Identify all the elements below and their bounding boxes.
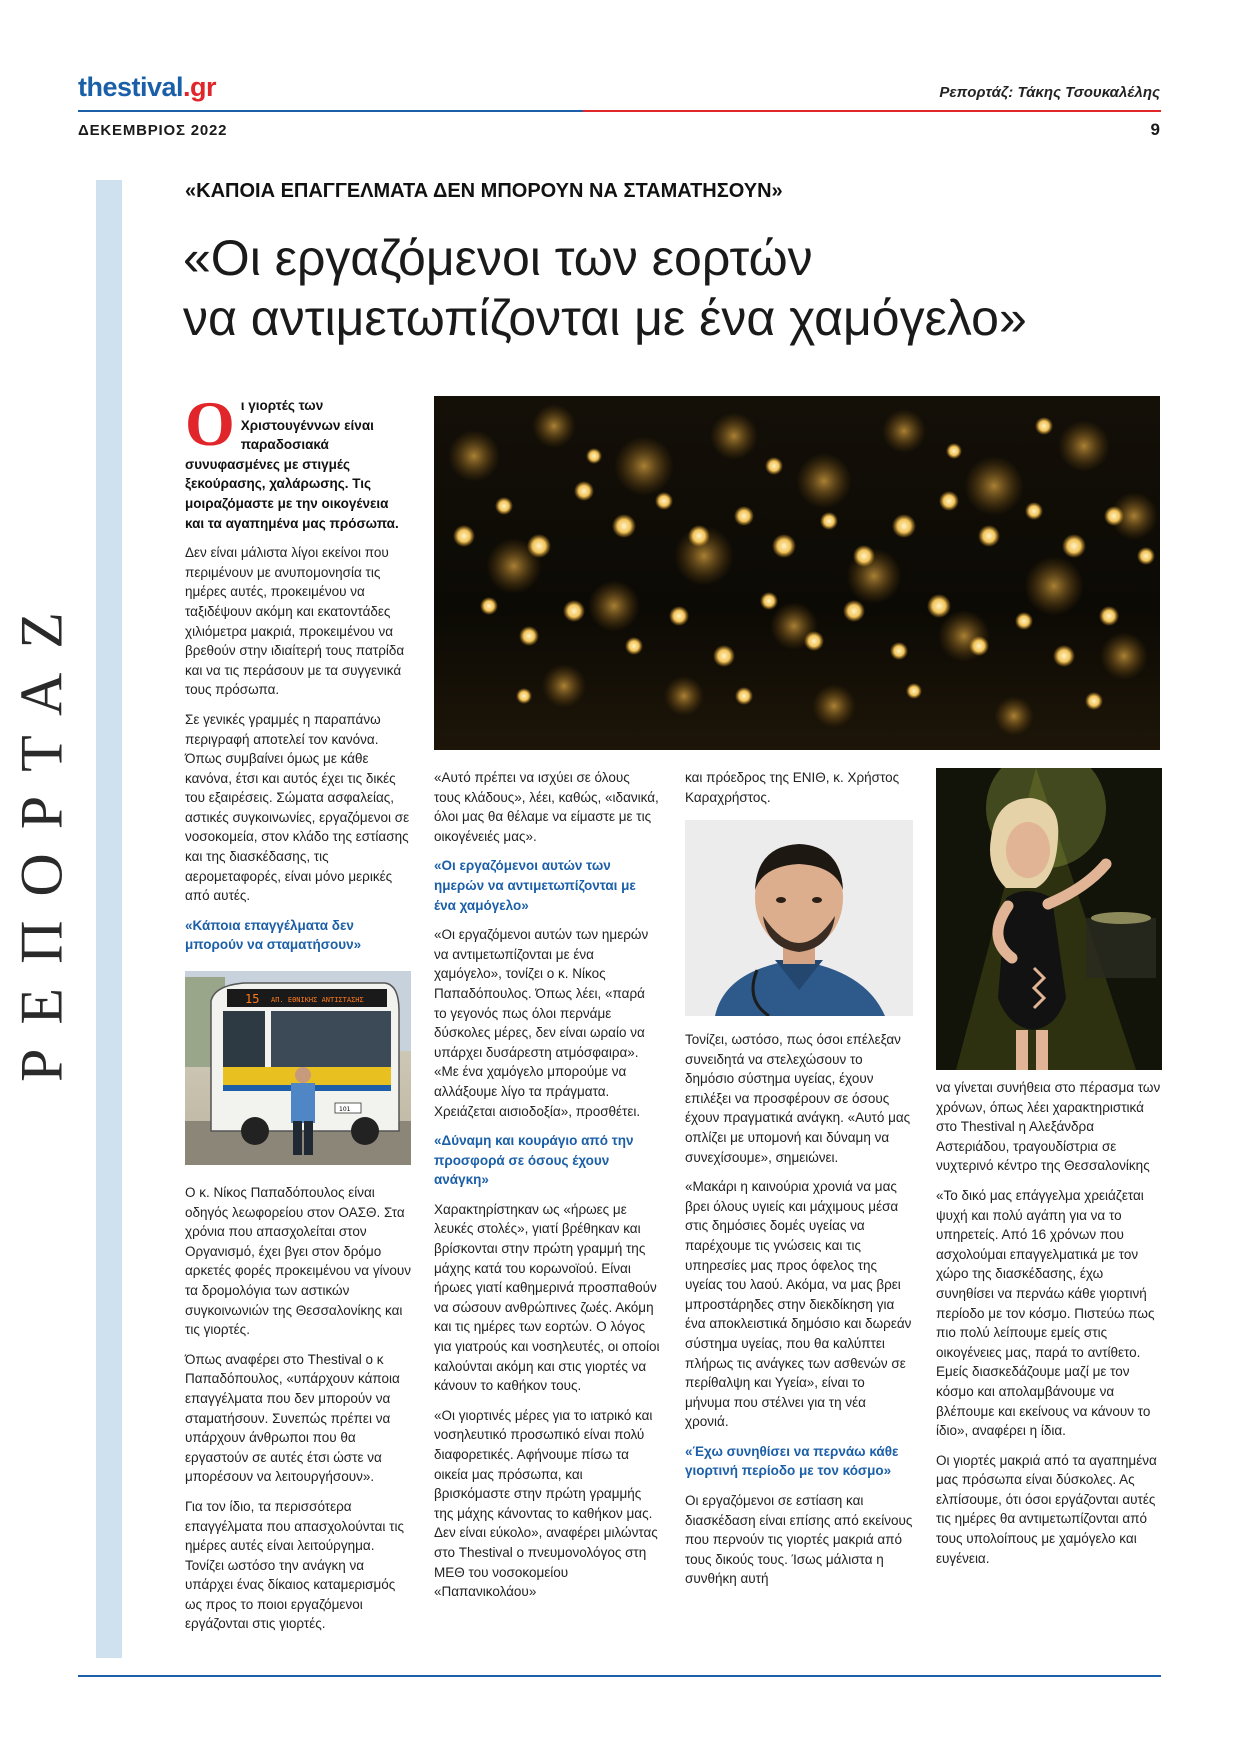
- bus-graphic: [185, 971, 411, 1165]
- paragraph: και πρόεδρος της ΕΝΙΘ, κ. Χρήστος Καραχρήστος.: [685, 770, 900, 805]
- article-column-1: [185, 388, 411, 965]
- paragraph: «Οι γιορτινές μέρες για το ιατρικό και νοσηλευτικό προσωπικό είναι πολύ διαφορετικές. Αφήνουμε πίσω τα οικεία μας πρόσωπα, και βρισκόμαστε στην πρώτη γραμμής της μάχης κάνοντας το καθήκον μας. Δεν είναι εύκολο», αναφέρει μιλώντας στο Thestival ο πνευμονολόγος στη ΜΕΘ του νοσοκομείου «Παπανικολάου»: [434, 1407, 658, 1600]
- page-number: 9: [1150, 120, 1160, 139]
- paragraph: «Το δικό μας επάγγελμα χρειάζεται ψυχή και πολύ αγάπη για να το υπηρετείς. Από 16 χρόνων που ασχολούμαι επαγγελματικά με τον χώρο της διασκέδασης, έχω συνηθίσει να περνάω κάθε γιορτινή περίοδο με τον κόσμο. Πιστεύω πως πιο πολύ λείπουμε εμείς στις οικογένειες μας, παρά το αντίθετο. Εμείς διασκεδάζουμε μαζί με τον κόσμο και απολαμβάνουμε να βλέπουμε και εκείνους να κάνουν το ίδιο», αναφέρει η ίδια.: [936, 1187, 1155, 1439]
- article-column-4: [936, 1078, 1162, 1578]
- bus-route-destination: ΑΠ. ΕΘΝΙΚΗΣ ΑΝΤΙΣΤΑΣΗΣ: [271, 996, 364, 1004]
- paragraph: Σε γενικές γραμμές η παραπάνω περιγραφή αποτελεί τον κανόνα. Όπως συμβαίνει όμως με κάθε κανόνα, έτσι και αυτός έχει τις δικές του εξαιρέσεις. Σώματα ασφαλείας, αστικές συγκοινωνίες, εργαζόμενοι σε νοσοκομεία, στον κλάδο της εστίασης και της διασκέδασης, τις αερομεταφορές, είναι μόνο μερικές από αυτές.: [185, 711, 410, 904]
- lead-paragraph: [185, 388, 411, 533]
- lead-text: ι γιορτές των Χριστουγέννων είναι παραδοσιακά συνυφασμένες με στιγμές ξεκούρασης, χαλάρωσης. Τις μοιραζόμαστε με την οικογένεια και τα αγαπημένα μας πρόσωπα.: [185, 398, 399, 531]
- bus-driver-photo: [185, 971, 411, 1165]
- article-kicker: «ΚΑΠΟΙΑ ΕΠΑΓΓΕΛΜΑΤΑ ΔΕΝ ΜΠΟΡΟΥΝ ΝΑ ΣΤΑΜΑΤΗΣΟΥΝ»: [185, 180, 783, 202]
- article-column-2: [434, 768, 660, 1612]
- subheading: «Δύναμη και κουράγιο από την προσφορά σε όσους έχουν ανάγκη»: [434, 1133, 634, 1188]
- paragraph: Τονίζει, ωστόσο, πως όσοι επέλεξαν συνειδητά να στελεχώσουν το δημόσιο σύστημα υγείας, έχουν επιλέξει να προσφέρουν σε όσους έχουν πραγματικά ανάγκη. «Αυτό μας οπλίζει με υπομονή και δύναμη να συνεχίσουμε», σημειώνει.: [685, 1032, 911, 1165]
- paragraph: Οι γιορτές μακριά από τα αγαπημένα μας πρόσωπα είναι δύσκολες. Ας ελπίσουμε, ότι όσοι εργάζονται αυτές τις ημέρες θα αντιμετωπίζονται από τους υπολοίπους με χαμόγελο και ευγένεια.: [936, 1452, 1157, 1566]
- issue-date: ΔΕΚΕΜΒΡΙΟΣ 2022: [78, 122, 228, 139]
- headline-line-1: «Οι εργαζόμενοι των εορτών: [183, 230, 813, 286]
- header-divider-red: [583, 110, 1161, 112]
- article-column-3-continued: [685, 1030, 913, 1599]
- drop-cap: Ο: [185, 388, 235, 459]
- subheading: «Οι εργαζόμενοι αυτών των ημερών να αντιμετωπίζονται με ένα χαμόγελο»: [434, 858, 636, 913]
- bus-route-number: 15: [245, 992, 260, 1006]
- paragraph: Χαρακτηρίστηκαν ως «ήρωες με λευκές στολές», γιατί βρέθηκαν και βρίσκονται στην πρώτη γραμμή της μάχης κατά του κορωνοϊού. Είναι ήρωες γιατί καθημερινά προσπαθούν να σώσουν ανθρώπινες ζωές. Ακόμη και τις ημέρες των εορτών. Ο λόγος για γιατρούς και νοσηλευτές, οι οποίοι καλούνται ακόμη και στις γιορτές να κάνουν το καθήκον τους.: [434, 1201, 660, 1394]
- singer-graphic: [936, 768, 1162, 1070]
- bokeh-lights-graphic: [434, 396, 1160, 750]
- paragraph: Για τον ίδιο, τα περισσότερα επαγγέλματα που απασχολούνται τις ημέρες αυτές είναι λειτούργημα. Τονίζει ωστόσο την ανάγκη να υπάρχει ένας δίκαιος καταμερισμός ως προς το ποιοι εργαζόμενοι εργάζονται στις γιορτές.: [185, 1498, 405, 1632]
- subheading: «Κάποια επαγγέλματα δεν μπορούν να σταματήσουν»: [185, 917, 362, 953]
- logo-text: thestival: [78, 72, 184, 102]
- headline-line-2: να αντιμετωπίζονται με ένα χαμόγελο»: [183, 290, 1027, 346]
- logo-domain: .gr: [183, 72, 217, 102]
- singer-on-stage-photo: [936, 768, 1162, 1070]
- footer-divider: [78, 1675, 1161, 1677]
- subheading: «Έχω συνηθίσει να περνάω κάθε γιορτινή περίοδο με τον κόσμο»: [685, 1443, 899, 1479]
- header-divider-blue: [78, 110, 583, 112]
- paragraph: «Αυτό πρέπει να ισχύει σε όλους τους κλάδους», λέει, καθώς, «ιδανικά, όλοι μας θα θέλαμε να είμαστε με τις οικογένειές μας».: [434, 770, 659, 844]
- christmas-lights-photo: [434, 396, 1160, 750]
- paragraph: Δεν είναι μάλιστα λίγοι εκείνοι που περιμένουν με ανυπομονησία τις ημέρες αυτές, προκειμένου να ταξιδέψουν ακόμη και εκατοντάδες χιλιόμετρα μακριά, προκειμένου να βρεθούν στην ιδιαίτερή τους πατρίδα και να τις περάσουν με τα συγγενικά τους πρόσωπα.: [185, 545, 405, 698]
- reporter-credit: Ρεπορτάζ: Τάκης Τσουκαλέλης: [939, 84, 1160, 101]
- article-column-1-continued: [185, 1183, 411, 1644]
- paragraph: «Μακάρι η καινούρια χρονιά να μας βρει όλους υγιείς και μάχιμους μέσα στις δημόσιες δομές υγείας να παρέχουμε τις γνώσεις και τις υπηρεσίες μας προς όφελος της υγείας του λαού. Ακόμα, να μας βρει μπροστάρηδες στην διεκδίκηση για ένα αποκλειστικά δημόσιο και δωρεάν σύστημα υγείας, που θα καλύπτει πλήρως τις ανάγκες των ασθενών σε περίθαλψη και Υγεία», είναι το μήνυμα που στέλνει για τη νέα χρονιά.: [685, 1179, 912, 1430]
- bus-fleet-number: 101: [339, 1106, 351, 1113]
- section-side-bar: [96, 180, 122, 1658]
- paragraph: Όπως αναφέρει στο Thestival ο κ Παπαδόπουλος, «υπάρχουν κάποια επαγγέλματα που δεν μπορούν να σταματήσουν. Συνεπώς πρέπει να υπάρχουν άνθρωποι που θα εργαστούν σε αυτές έτσι ώστε να μπορέσουν να λειτουργήσουν».: [185, 1351, 400, 1485]
- paragraph: Ο κ. Νίκος Παπαδόπουλος είναι οδηγός λεωφορείου στον ΟΑΣΘ. Στα χρόνια που απασχολείται στον Οργανισμό, έχει βγει στον δρόμο αρκετές φορές προκειμένου να γίνουν τα δρομολόγια των αστικών συγκοινωνιών της Θεσσαλονίκης και τις γιορτές.: [185, 1185, 411, 1338]
- paragraph: να γίνεται συνήθεια στο πέρασμα των χρόνων, όπως λέει χαρακτηριστικά στο Thestival η Αλεξάνδρα Αστεριάδου, τραγουδίστρια σε νυχτερινό κέντρο της Θεσσαλονίκης: [936, 1080, 1161, 1174]
- article-column-3: [685, 768, 913, 817]
- paragraph: «Οι εργαζόμενοι αυτών των ημερών να αντιμετωπίζονται με ένα χαμόγελο», τονίζει ο κ. Νίκος Παπαδόπουλος. Όπως λέει, «παρά το γεγονός πως όλοι περνάμε δύσκολες μέρες, δεν είναι ωραίο να υπάρχει δυσάρεστη ατμόσφαιρα». «Με ένα χαμόγελο μπορούμε να αλλάξουμε λίγο τα πράγματα. Χρειάζεται αισιοδοξία», προσθέτει.: [434, 927, 649, 1119]
- doctor-graphic: [685, 820, 913, 1016]
- paragraph: Οι εργαζόμενοι σε εστίαση και διασκέδαση είναι επίσης από εκείνους που περνούν τις γιορτές μακριά από τους δικούς τους. Ίσως μάλιστα η συνθήκη αυτή: [685, 1493, 913, 1587]
- article-headline: [183, 228, 1183, 348]
- thestival-logo: [78, 72, 216, 103]
- section-label-text: ΡΕΠΟΡΤΑΖ: [8, 588, 75, 1082]
- doctor-portrait-photo: [685, 820, 913, 1016]
